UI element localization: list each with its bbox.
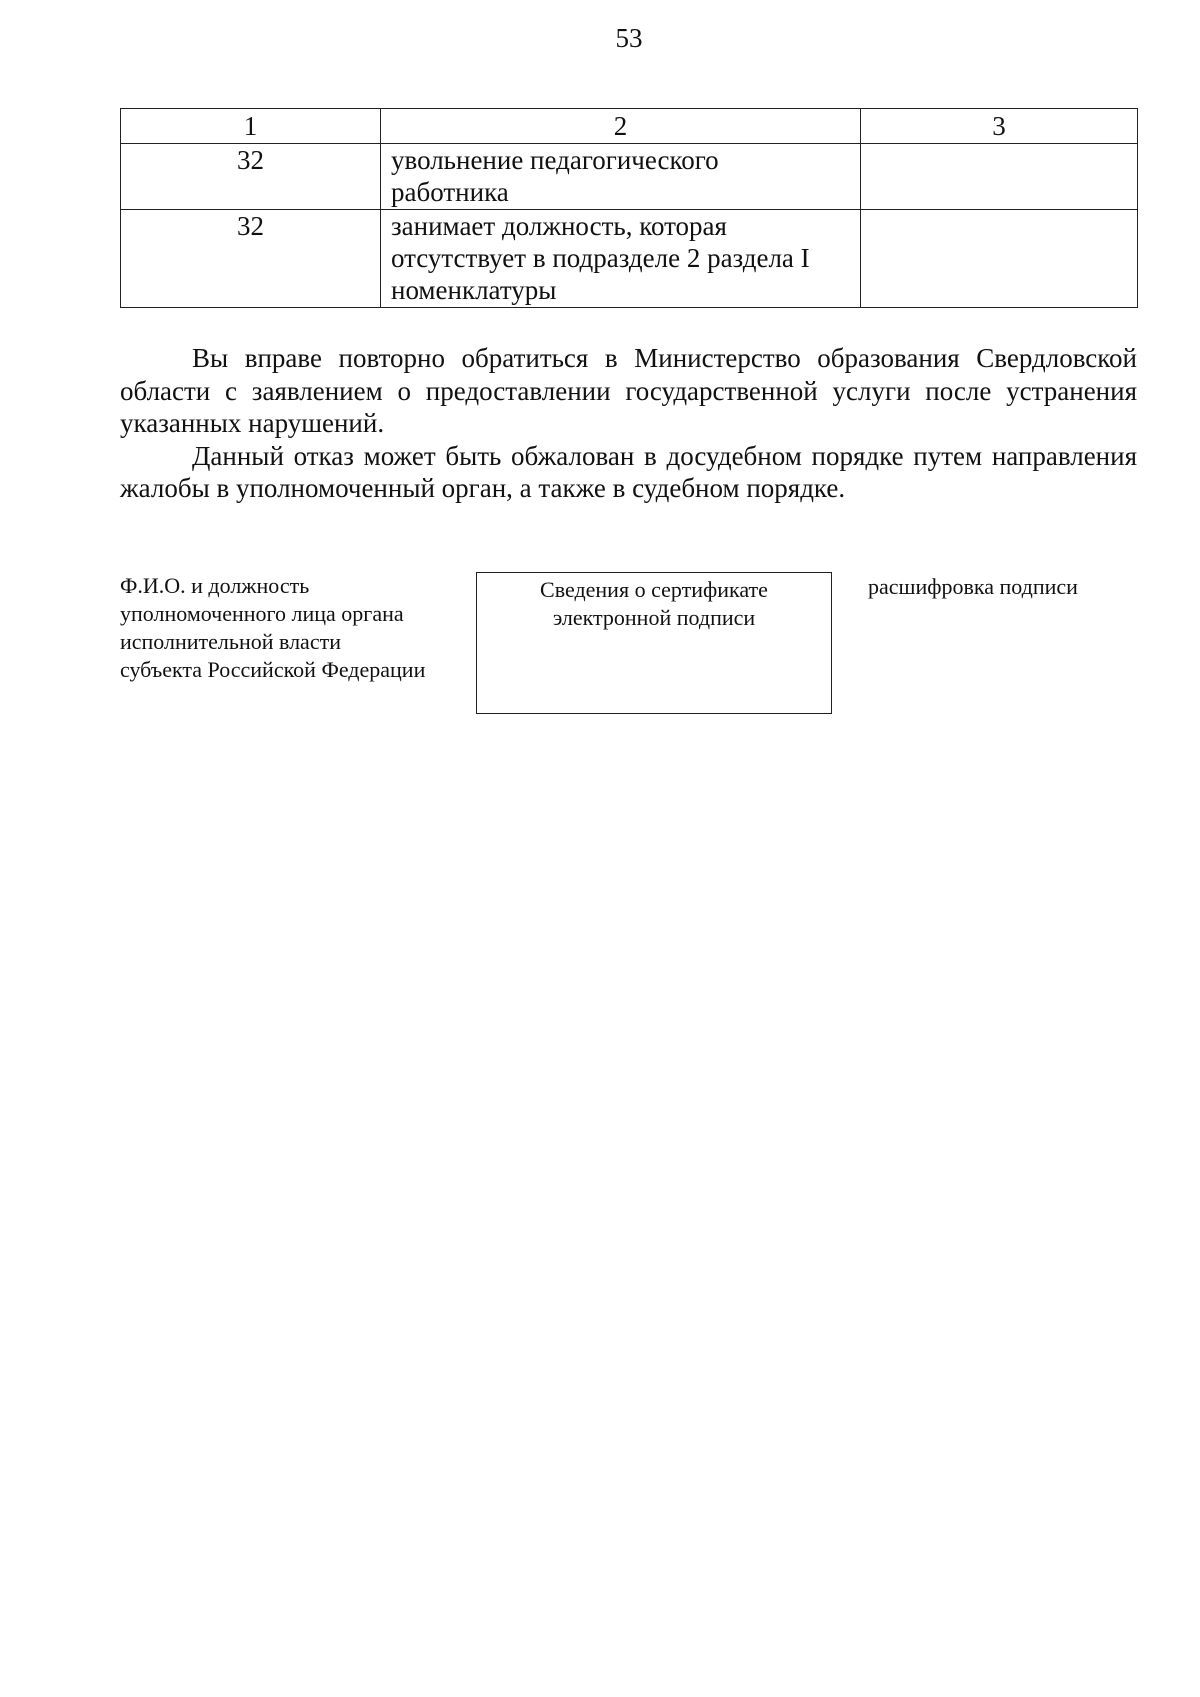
paragraph-reapply: Вы вправе повторно обратиться в Министерство образования Свердловской области с заявлением о предоставлении государственной услуги после устранения указанных нарушений. (120, 343, 1137, 438)
table-header-cell: 1 (121, 109, 381, 144)
reason-line: работника (391, 177, 509, 207)
table-cell-reason (381, 210, 861, 308)
official-position-label (120, 572, 480, 684)
table-header-cell: 2 (381, 109, 861, 144)
table-row (121, 144, 1138, 210)
table-header-cell: 3 (861, 109, 1138, 144)
page-number: 53 (615, 23, 643, 53)
official-line: исполнительной власти (120, 629, 341, 654)
official-line: субъекта Российской Федерации (120, 657, 426, 682)
official-line: уполномоченного лица органа (120, 601, 404, 626)
reason-line: номенклатуры (391, 275, 557, 305)
certificate-line: Сведения о сертификате (540, 577, 768, 602)
reason-line: отсутствует в подразделе 2 раздела I (391, 243, 810, 273)
official-line: Ф.И.О. и должность (120, 573, 310, 598)
refusal-reasons-table (120, 108, 1138, 308)
table-cell-number: 32 (121, 144, 381, 210)
reason-line: занимает должность, которая (391, 211, 727, 241)
table-cell-empty (861, 210, 1138, 308)
paragraph-appeal: Данный отказ может быть обжалован в досудебном порядке путем направления жалобы в уполномоченный орган, а также в судебном порядке. (120, 440, 1137, 503)
reason-line: увольнение педагогического (391, 145, 719, 175)
table-row (121, 210, 1138, 308)
table-header-row (121, 109, 1138, 144)
certificate-box (476, 572, 832, 714)
certificate-line: электронной подписи (552, 605, 756, 630)
table-cell-empty (861, 144, 1138, 210)
signature-decoding-label: расшифровка подписи (868, 574, 1078, 599)
table-cell-reason (381, 144, 861, 210)
table-cell-number: 32 (121, 210, 381, 308)
body-text (120, 342, 1137, 505)
